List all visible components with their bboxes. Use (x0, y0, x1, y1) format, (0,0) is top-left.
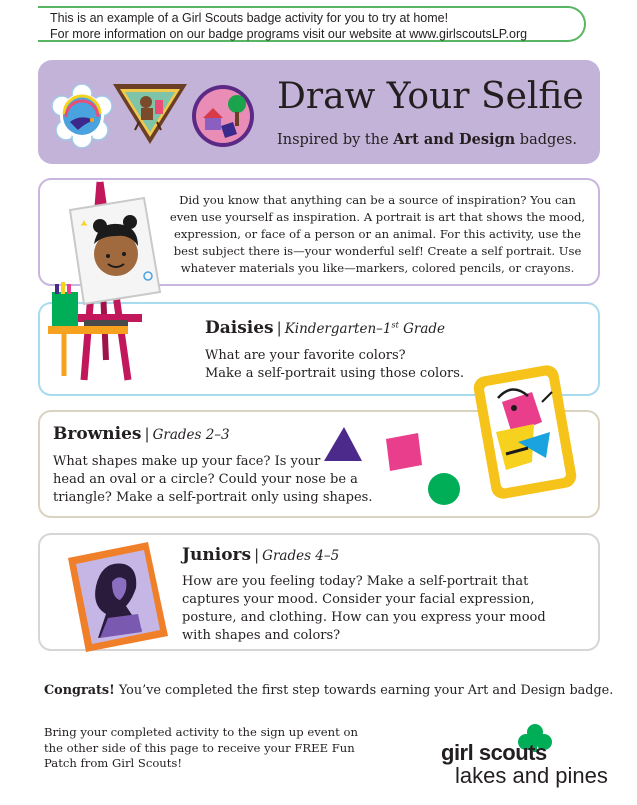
page-title: Draw Your Selfie (277, 76, 584, 117)
shapes-illustration (322, 425, 442, 507)
bring-text: Bring your completed activity to the sign up event on the other side of this page to receive your FREE Fun Patch from Girl Scouts! (44, 725, 358, 770)
triangle-shape (324, 427, 362, 461)
daisies-grade-suffix: Grade (398, 321, 446, 337)
brownies-heading (53, 424, 230, 444)
daisies-body (205, 347, 505, 383)
daisies-heading (205, 318, 445, 338)
juniors-separator: | (254, 546, 260, 564)
juniors-line2: captures your mood. Consider your facial expression, (182, 592, 535, 607)
congrats-rest: You’ve completed the first step towards earning your Art and Design badge. (114, 683, 614, 698)
juniors-name: Juniors (182, 545, 252, 565)
juniors-line4: with shapes and colors? (182, 628, 341, 643)
easel-portrait-illustration (44, 180, 174, 400)
juniors-line3: posture, and clothing. How can you express your mood (182, 610, 546, 625)
daisies-separator: | (276, 319, 282, 337)
intro-text: Did you know that anything can be a source of inspiration? You can even use yourself as inspiration. A portrait is art that shows the mood, expression, or face of a person or an animal. For this activity, use the best subject there is—your wonderful self! Create a self portrait. Use whatever materials you like—markers, colored pencils, or crayons. (169, 193, 586, 275)
brownies-separator: | (144, 425, 150, 443)
subtitle-suffix: badges. (515, 132, 577, 148)
brownies-name: Brownies (53, 424, 142, 444)
daisy-badge-icon (50, 84, 114, 148)
top-note (38, 6, 586, 42)
brownie-badge-icon (111, 82, 189, 146)
logo-line1: girl scouts (441, 740, 547, 765)
top-note-line1: This is an example of a Girl Scouts badge activity for you to try at home! (50, 11, 449, 25)
brownies-grade: Grades 2–3 (152, 427, 230, 443)
brownies-line2: head an oval or a circle? Could your nose be a (53, 472, 358, 487)
juniors-grade: Grades 4–5 (262, 548, 340, 564)
congrats-line (44, 683, 613, 698)
daisies-line1: What are your favorite colors? (205, 348, 406, 363)
subtitle-prefix: Inspired by the (277, 132, 394, 148)
logo-line2: lakes and pines (455, 763, 608, 788)
brownies-line1: What shapes make up your face? Is your (53, 454, 321, 469)
circle-shape (427, 472, 461, 506)
daisies-grade-sup: st (391, 320, 399, 330)
daisies-grade-prefix: Kindergarten–1 (284, 321, 392, 337)
page-subtitle (277, 131, 577, 148)
daisies-grade (285, 321, 445, 337)
silhouette-portrait-frame (62, 538, 174, 656)
daisies-name: Daisies (205, 318, 274, 338)
congrats-bold: Congrats! (44, 683, 115, 698)
top-note-line2: For more information on our badge programs visit our website at www.girlscoutsLP.org (50, 27, 528, 41)
square-shape (386, 433, 422, 471)
juniors-heading (182, 545, 339, 565)
juniors-line1: How are you feeling today? Make a self-portrait that (182, 574, 529, 589)
subtitle-bold: Art and Design (393, 131, 516, 148)
juniors-body (182, 573, 582, 645)
junior-badge-icon (191, 84, 255, 148)
brownies-line3: triangle? Make a self-portrait only using shapes. (53, 490, 373, 505)
daisies-line2: Make a self-portrait using those colors. (205, 366, 465, 381)
abstract-portrait-frame (472, 362, 578, 502)
